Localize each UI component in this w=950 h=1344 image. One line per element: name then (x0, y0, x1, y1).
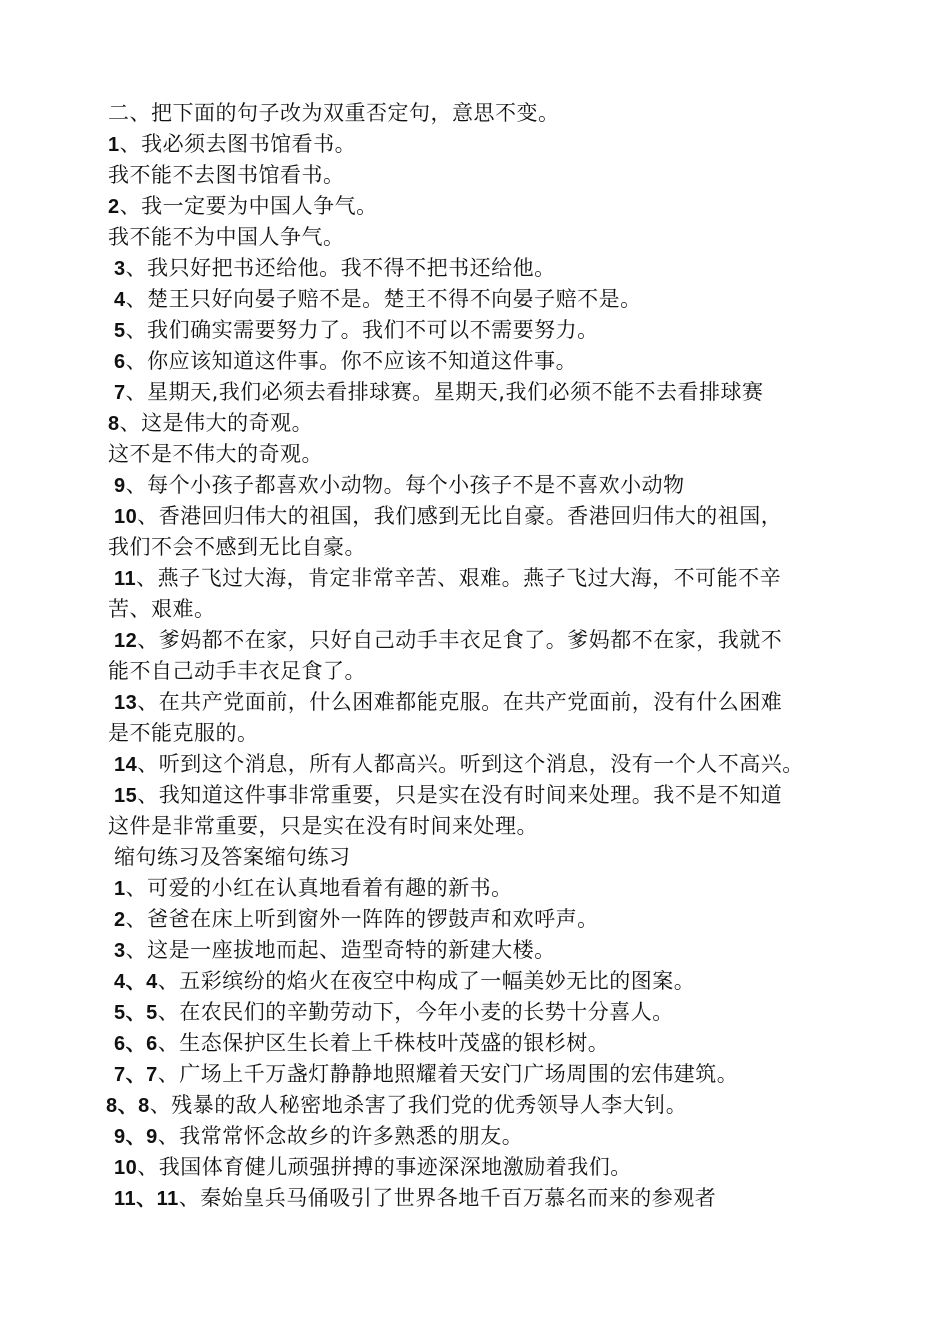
text-line (0, 315, 950, 346)
text-line (0, 656, 950, 687)
item-number: 1 (114, 878, 126, 900)
line-text: 、星期天,我们必须去看排球赛。星期天,我们必须不能不去看排球赛 (125, 380, 764, 404)
text-line (0, 1028, 950, 1059)
item-number: 13 (114, 692, 138, 714)
line-text: 、我常常怀念故乡的许多熟悉的朋友。 (157, 1124, 524, 1148)
text-line (0, 98, 950, 129)
text-line (0, 997, 950, 1028)
line-text: 、可爱的小红在认真地看着有趣的新书。 (125, 876, 513, 900)
text-line (0, 377, 950, 408)
text-line (0, 1121, 950, 1152)
item-number: 9、9 (114, 1126, 158, 1148)
item-number: 10 (114, 1157, 138, 1179)
text-line (0, 284, 950, 315)
text-line (0, 780, 950, 811)
line-text: 、我一定要为中国人争气。 (119, 194, 378, 218)
item-number: 7 (114, 382, 126, 404)
item-number: 4、4 (114, 971, 158, 993)
line-text: 是不能克服的。 (108, 721, 259, 745)
text-line (0, 439, 950, 470)
line-text: 、五彩缤纷的焰火在夜空中构成了一幅美妙无比的图案。 (157, 969, 696, 993)
line-text: 、秦始皇兵马俑吸引了世界各地千百万慕名而来的参观者 (178, 1186, 717, 1210)
text-line (0, 563, 950, 594)
line-text: 、我知道这件事非常重要，只是实在没有时间来处理。我不是不知道 (137, 783, 783, 807)
line-text: 、生态保护区生长着上千株枝叶茂盛的银杉树。 (157, 1031, 610, 1055)
line-text: 、在共产党面前，什么困难都能克服。在共产党面前，没有什么困难 (137, 690, 783, 714)
text-line (0, 222, 950, 253)
text-line (0, 811, 950, 842)
text-line (0, 842, 950, 873)
text-line (0, 625, 950, 656)
line-text: 、残暴的敌人秘密地杀害了我们党的优秀领导人李大钊。 (149, 1093, 688, 1117)
text-line (0, 253, 950, 284)
item-number: 12 (114, 630, 138, 652)
text-line (0, 532, 950, 563)
text-line (0, 935, 950, 966)
line-text: 、楚王只好向晏子赔不是。楚王不得不向晏子赔不是。 (125, 287, 642, 311)
text-line (0, 966, 950, 997)
text-line (0, 1152, 950, 1183)
item-number: 3 (114, 940, 126, 962)
item-number: 8 (108, 413, 120, 435)
text-line (0, 1183, 950, 1214)
line-text: 、你应该知道这件事。你不应该不知道这件事。 (125, 349, 578, 373)
item-number: 6、6 (114, 1033, 158, 1055)
text-line (0, 470, 950, 501)
item-number: 11 (114, 568, 137, 590)
item-number: 9 (114, 475, 126, 497)
text-line (0, 1090, 950, 1121)
item-number: 4 (114, 289, 126, 311)
line-text: 缩句练习及答案缩句练习 (114, 845, 351, 869)
item-number: 15 (114, 785, 138, 807)
line-text: 、爹妈都不在家，只好自己动手丰衣足食了。爹妈都不在家，我就不 (137, 628, 783, 652)
line-text: 苦、艰难。 (108, 597, 216, 621)
line-text: 我不能不为中国人争气。 (108, 225, 345, 249)
text-line (0, 160, 950, 191)
line-text: 、燕子飞过大海，肯定非常辛苦、艰难。燕子飞过大海，不可能不辛 (136, 566, 782, 590)
line-text: 、这是一座拔地而起、造型奇特的新建大楼。 (125, 938, 556, 962)
item-number: 2 (114, 909, 126, 931)
text-line (0, 594, 950, 625)
text-line (0, 718, 950, 749)
line-text: 、我只好把书还给他。我不得不把书还给他。 (125, 256, 556, 280)
line-text: 我们不会不感到无比自豪。 (108, 535, 366, 559)
item-number: 5 (114, 320, 126, 342)
line-text: 、我们确实需要努力了。我们不可以不需要努力。 (125, 318, 599, 342)
text-line (0, 749, 950, 780)
document-body (0, 98, 950, 1214)
line-text: 能不自己动手丰衣足食了。 (108, 659, 366, 683)
item-number: 10 (114, 506, 138, 528)
text-line (0, 904, 950, 935)
line-text: 、听到这个消息，所有人都高兴。听到这个消息，没有一个人不高兴。 (137, 752, 804, 776)
text-line (0, 191, 950, 222)
item-number: 6 (114, 351, 126, 373)
line-text: 、爸爸在床上听到窗外一阵阵的锣鼓声和欢呼声。 (125, 907, 599, 931)
item-number: 11、11 (114, 1188, 179, 1210)
text-line (0, 129, 950, 160)
line-text: 、广场上千万盏灯静静地照耀着天安门广场周围的宏伟建筑。 (157, 1062, 739, 1086)
line-text: 、每个小孩子都喜欢小动物。每个小孩子不是不喜欢小动物 (125, 473, 685, 497)
item-number: 14 (114, 754, 138, 776)
item-number: 2 (108, 196, 120, 218)
item-number: 8、8 (106, 1095, 150, 1117)
text-line (0, 873, 950, 904)
line-text: 这不是不伟大的奇观。 (108, 442, 323, 466)
line-text: 、这是伟大的奇观。 (119, 411, 314, 435)
line-text: 这件是非常重要，只是实在没有时间来处理。 (108, 814, 538, 838)
line-text: 、香港回归伟大的祖国，我们感到无比自豪。香港回归伟大的祖国， (137, 504, 783, 528)
text-line (0, 687, 950, 718)
line-text: 、我必须去图书馆看书。 (119, 132, 357, 156)
text-line (0, 408, 950, 439)
line-text: 二、把下面的句子改为双重否定句，意思不变。 (108, 101, 560, 125)
text-line (0, 1059, 950, 1090)
line-text: 、在农民们的辛勤劳动下，今年小麦的长势十分喜人。 (157, 1000, 674, 1024)
text-line (0, 346, 950, 377)
item-number: 3 (114, 258, 126, 280)
item-number: 5、5 (114, 1002, 158, 1024)
line-text: 我不能不去图书馆看书。 (108, 163, 345, 187)
text-line (0, 501, 950, 532)
item-number: 1 (108, 134, 120, 156)
item-number: 7、7 (114, 1064, 158, 1086)
line-text: 、我国体育健儿顽强拼搏的事迹深深地激励着我们。 (137, 1155, 632, 1179)
